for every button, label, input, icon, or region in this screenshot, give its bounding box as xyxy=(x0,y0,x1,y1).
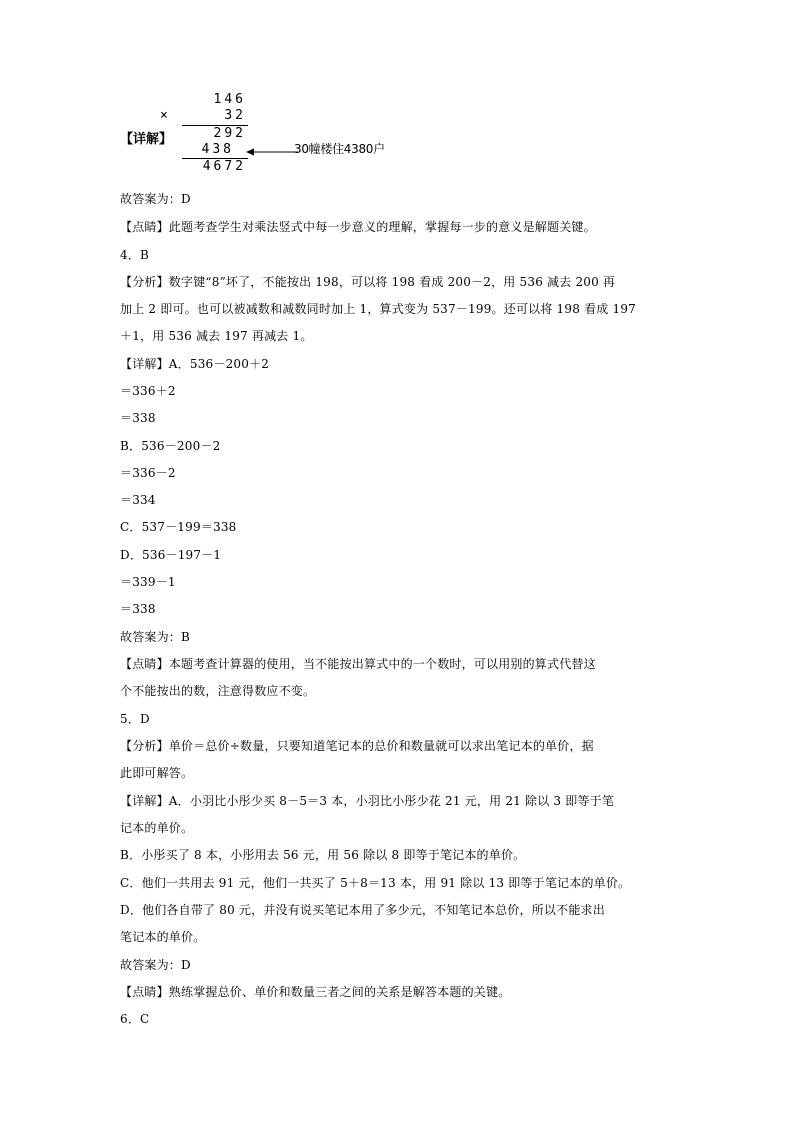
multiplier: 32 xyxy=(224,108,246,123)
detail-line: 记本的单价。 xyxy=(120,821,194,835)
detail-line: ＝336－2 xyxy=(120,466,176,480)
detail-line: 笔记本的单价。 xyxy=(120,930,206,944)
comment-line: 个不能按出的数，注意得数应不变。 xyxy=(120,684,316,698)
detail-line: B．536－200－2 xyxy=(120,439,221,453)
analysis-line: 【分析】数字键“8”坏了，不能按出 198，可以将 198 看成 200－2，用 536 减去 200 再 xyxy=(120,275,616,289)
arrow-icon xyxy=(246,148,298,156)
comment-line: 【点睛】本题考查计算器的使用，当不能按出算式中的一个数时，可以用别的算式代替这 xyxy=(120,657,596,671)
detail-line: 【详解】A．536－200＋2 xyxy=(120,357,270,371)
analysis-line: ＋1，用 536 减去 197 再减去 1。 xyxy=(120,329,313,343)
comment-line: 【点睛】熟练掌握总价、单价和数量三者之间的关系是解答本题的关键。 xyxy=(120,985,511,999)
analysis-line: 加上 2 即可。也可以被减数和减数同时加上 1，算式变为 537－199。还可以将 198 看成 197 xyxy=(120,302,636,316)
multiplication-figure xyxy=(120,90,420,176)
detail-line: ＝338 xyxy=(120,602,156,616)
analysis-line: 【分析】单价＝总价÷数量，只要知道笔记本的总价和数量就可以求出笔记本的单价，据 xyxy=(120,739,594,753)
detail-line: B．小彤买了 8 本，小彤用去 56 元，用 56 除以 8 即等于笔记本的单价。 xyxy=(120,848,526,862)
question-number: 6．C xyxy=(120,1012,150,1026)
question-number: 5．D xyxy=(120,712,150,726)
annotation-note: 30幢楼住4380户 xyxy=(294,142,385,156)
product: 4672 xyxy=(202,159,246,174)
detail-line: ＝336＋2 xyxy=(120,384,176,398)
partial-product-1: 292 xyxy=(213,126,246,141)
detail-line: D．536－197－1 xyxy=(120,548,222,562)
detail-line: ＝334 xyxy=(120,493,156,507)
detail-line: D．他们各自带了 80 元，并没有说买笔记本用了多少元，不知笔记本总价，所以不能求出 xyxy=(120,903,605,917)
question-number: 4．B xyxy=(120,248,150,262)
partial-product-2: 438 xyxy=(201,142,234,157)
answer-line: 故答案为：B xyxy=(120,630,191,644)
answer-line: 故答案为：D xyxy=(120,192,191,206)
times-sign: × xyxy=(160,108,171,123)
analysis-line: 此即可解答。 xyxy=(120,766,194,780)
detail-line: C．537－199＝338 xyxy=(120,520,237,534)
detail-line: ＝339－1 xyxy=(120,575,176,589)
detail-line: C．他们一共用去 91 元，他们一共买了 5＋8＝13 本，用 91 除以 13 即等于笔记本的单价。 xyxy=(120,876,631,890)
detail-line: 【详解】A．小羽比小彤少买 8－5＝3 本，小羽比小彤少花 21 元，用 21 除以 3 即等于笔 xyxy=(120,794,615,808)
multiplicand: 146 xyxy=(213,92,246,107)
answer-line: 故答案为：D xyxy=(120,958,191,972)
detail-label: 【详解】 xyxy=(120,132,173,147)
comment-line: 【点睛】此题考查学生对乘法竖式中每一步意义的理解，掌握每一步的意义是解题关键。 xyxy=(120,220,596,234)
detail-line: ＝338 xyxy=(120,411,156,425)
